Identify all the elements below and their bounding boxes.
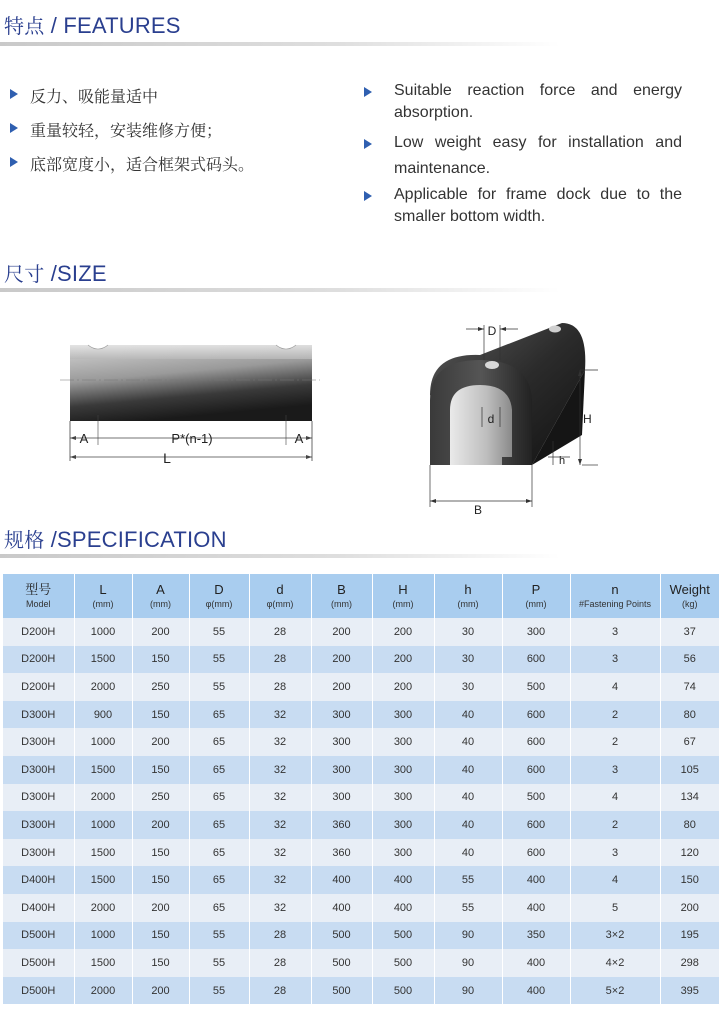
table-cell: 3	[570, 839, 660, 867]
table-cell: 600	[502, 756, 570, 784]
table-cell: 32	[249, 866, 311, 894]
table-cell: 300	[311, 756, 372, 784]
table-cell: 400	[502, 866, 570, 894]
table-cell: 32	[249, 701, 311, 729]
table-cell: 4	[570, 673, 660, 701]
column-header-unit: Model	[25, 599, 51, 609]
table-cell: 65	[189, 701, 249, 729]
table-cell: D400H	[3, 866, 74, 894]
table-cell: 360	[311, 839, 372, 867]
features-title	[4, 10, 181, 39]
table-cell: 3	[570, 646, 660, 674]
table-cell: 1000	[74, 728, 132, 756]
table-cell: 300	[372, 701, 434, 729]
table-cell: 300	[372, 811, 434, 839]
table-cell: 360	[311, 811, 372, 839]
table-cell: 30	[434, 618, 502, 646]
label-b: B	[473, 503, 483, 517]
table-cell: 40	[434, 811, 502, 839]
column-header-unit: (mm)	[525, 599, 547, 609]
table-cell: 40	[434, 784, 502, 812]
table-cell: 500	[372, 977, 434, 1005]
table-cell: 600	[502, 701, 570, 729]
table-cell: 40	[434, 756, 502, 784]
table-cell: 200	[132, 728, 189, 756]
table-cell: 2000	[74, 673, 132, 701]
table-cell: 55	[434, 866, 502, 894]
table-row	[3, 701, 719, 729]
table-cell: 4	[570, 784, 660, 812]
table-cell: 65	[189, 894, 249, 922]
table-cell: 37	[660, 618, 719, 646]
column-header-unit: φ(mm)	[266, 599, 294, 609]
size-title-en: /SIZE	[50, 261, 107, 286]
table-cell: 55	[189, 618, 249, 646]
table-cell: 195	[660, 922, 719, 950]
column-header	[372, 574, 434, 618]
fender-section-view-drawing	[420, 315, 610, 520]
column-header	[311, 574, 372, 618]
size-title	[4, 258, 107, 287]
features-list-en	[362, 80, 682, 228]
table-cell: 1500	[74, 756, 132, 784]
column-header-label: L	[99, 582, 107, 597]
spec-title	[4, 524, 227, 553]
table-cell: 300	[372, 784, 434, 812]
table-cell: 90	[434, 949, 502, 977]
feature-text: Suitable reaction force and energy absorption.	[394, 82, 682, 121]
feature-text: Low weight easy for installation and maintenance.	[394, 134, 682, 177]
table-cell: 500	[311, 977, 372, 1005]
table-cell: 28	[249, 673, 311, 701]
table-cell: 32	[249, 811, 311, 839]
table-cell: 500	[372, 922, 434, 950]
column-header	[434, 574, 502, 618]
table-cell: 400	[502, 977, 570, 1005]
table-cell: 55	[189, 977, 249, 1005]
table-cell: 1000	[74, 811, 132, 839]
table-cell: 2	[570, 701, 660, 729]
table-cell: 150	[132, 922, 189, 950]
column-header	[132, 574, 189, 618]
table-cell: 150	[132, 839, 189, 867]
column-header	[570, 574, 660, 618]
table-cell: 55	[434, 894, 502, 922]
bullet-triangle-icon	[10, 123, 18, 133]
table-cell: 600	[502, 646, 570, 674]
table-cell: 80	[660, 701, 719, 729]
column-header-unit: (kg)	[682, 599, 698, 609]
table-cell: 200	[660, 894, 719, 922]
table-cell: 3	[570, 618, 660, 646]
spec-title-cn: 规格	[4, 528, 45, 552]
table-cell: 200	[132, 894, 189, 922]
table-cell: 32	[249, 894, 311, 922]
column-header-unit: φ(mm)	[205, 599, 233, 609]
table-cell: 55	[189, 646, 249, 674]
table-cell: 65	[189, 811, 249, 839]
table-cell: 28	[249, 949, 311, 977]
table-cell: 5	[570, 894, 660, 922]
feature-text: 底部宽度小，适合框架式码头。	[30, 155, 255, 174]
spec-divider	[0, 554, 560, 558]
feature-item-cn	[10, 80, 340, 114]
table-cell: D200H	[3, 673, 74, 701]
specification-table	[3, 574, 719, 1004]
table-row	[3, 839, 719, 867]
table-cell: 2000	[74, 784, 132, 812]
table-cell: 150	[132, 949, 189, 977]
table-row	[3, 922, 719, 950]
table-cell: 67	[660, 728, 719, 756]
table-cell: 400	[372, 866, 434, 894]
table-cell: 250	[132, 784, 189, 812]
table-row	[3, 646, 719, 674]
feature-item-en	[362, 184, 682, 228]
size-title-cn: 尺寸	[4, 262, 45, 286]
table-cell: 300	[502, 618, 570, 646]
table-cell: 4×2	[570, 949, 660, 977]
table-cell: 5×2	[570, 977, 660, 1005]
bullet-triangle-icon	[10, 89, 18, 99]
table-cell: 150	[132, 701, 189, 729]
table-cell: D200H	[3, 618, 74, 646]
table-cell: 1500	[74, 839, 132, 867]
table-cell: 500	[372, 949, 434, 977]
table-cell: 200	[311, 646, 372, 674]
table-cell: 250	[132, 673, 189, 701]
table-cell: 55	[189, 949, 249, 977]
table-row	[3, 673, 719, 701]
table-cell: 400	[502, 949, 570, 977]
table-cell: D300H	[3, 811, 74, 839]
table-cell: 32	[249, 784, 311, 812]
table-cell: 90	[434, 977, 502, 1005]
feature-item-cn	[10, 114, 340, 148]
table-cell: 74	[660, 673, 719, 701]
table-cell: 1500	[74, 949, 132, 977]
table-cell: 200	[132, 618, 189, 646]
table-cell: 500	[502, 673, 570, 701]
label-h-lower: h	[559, 455, 566, 467]
table-cell: 200	[132, 811, 189, 839]
table-cell: 350	[502, 922, 570, 950]
table-cell: 300	[311, 784, 372, 812]
column-header-label: 型号	[25, 582, 52, 597]
table-cell: 400	[502, 894, 570, 922]
table-row	[3, 784, 719, 812]
table-cell: 200	[372, 618, 434, 646]
column-header-label: d	[276, 582, 284, 597]
table-cell: 1500	[74, 866, 132, 894]
column-header-label: n	[611, 582, 619, 597]
table-cell: 395	[660, 977, 719, 1005]
label-d-upper: D	[487, 324, 497, 338]
table-cell: 65	[189, 756, 249, 784]
column-header-label: h	[464, 582, 472, 597]
table-cell: 30	[434, 646, 502, 674]
table-body	[3, 618, 719, 1004]
table-cell: 28	[249, 618, 311, 646]
table-row	[3, 811, 719, 839]
column-header-unit: (mm)	[331, 599, 352, 609]
table-row	[3, 756, 719, 784]
table-cell: 28	[249, 922, 311, 950]
table-cell: 300	[372, 728, 434, 756]
label-d-lower: d	[487, 412, 495, 426]
table-cell: D300H	[3, 839, 74, 867]
table-cell: 2	[570, 811, 660, 839]
table-cell: 2000	[74, 977, 132, 1005]
column-header-label: P	[531, 582, 541, 597]
column-header	[3, 574, 74, 618]
table-cell: D300H	[3, 701, 74, 729]
fender-side-view-drawing	[55, 335, 325, 470]
column-header-unit: (mm)	[392, 599, 414, 609]
table-cell: 4	[570, 866, 660, 894]
table-row	[3, 894, 719, 922]
table-cell: 150	[132, 646, 189, 674]
table-cell: 200	[132, 977, 189, 1005]
size-divider	[0, 288, 560, 292]
bullet-triangle-icon	[364, 191, 372, 201]
table-cell: 65	[189, 784, 249, 812]
table-cell: 400	[311, 894, 372, 922]
table-cell: 300	[311, 701, 372, 729]
table-cell: 65	[189, 866, 249, 894]
features-title-cn: 特点	[4, 14, 45, 38]
column-header	[189, 574, 249, 618]
fender-top-face	[70, 345, 312, 359]
table-cell: 200	[372, 646, 434, 674]
table-cell: 40	[434, 839, 502, 867]
column-header-label: A	[156, 582, 165, 597]
fender-inner-bore	[450, 385, 512, 465]
table-cell: 1500	[74, 646, 132, 674]
table-cell: 600	[502, 811, 570, 839]
table-cell: 2	[570, 728, 660, 756]
table-cell: 65	[189, 839, 249, 867]
table-cell: 600	[502, 839, 570, 867]
table-row	[3, 866, 719, 894]
table-cell: D300H	[3, 784, 74, 812]
label-h-upper: H	[583, 412, 592, 426]
column-header	[249, 574, 311, 618]
table-cell: 30	[434, 673, 502, 701]
label-a-left: A	[79, 431, 89, 446]
table-cell: 80	[660, 811, 719, 839]
label-l: L	[163, 450, 171, 466]
table-cell: 298	[660, 949, 719, 977]
table-row	[3, 728, 719, 756]
column-header-label: H	[398, 582, 408, 597]
feature-item-cn	[10, 148, 340, 182]
table-cell: 200	[372, 673, 434, 701]
table-cell: D400H	[3, 894, 74, 922]
table-cell: D200H	[3, 646, 74, 674]
table-cell: 500	[311, 949, 372, 977]
table-cell: 65	[189, 728, 249, 756]
table-cell: D500H	[3, 949, 74, 977]
feature-text: 反力、吸能量适中	[30, 87, 159, 106]
table-cell: 200	[311, 618, 372, 646]
table-cell: 500	[502, 784, 570, 812]
table-cell: D300H	[3, 756, 74, 784]
table-cell: 1000	[74, 618, 132, 646]
features-divider	[0, 42, 560, 46]
table-cell: 3	[570, 756, 660, 784]
table-cell: 2000	[74, 894, 132, 922]
column-header-unit: (mm)	[92, 599, 114, 609]
table-cell: 150	[132, 756, 189, 784]
table-header-row	[3, 574, 719, 618]
table-cell: 300	[372, 756, 434, 784]
column-header-unit: #Fastening Points	[578, 599, 652, 609]
column-header	[660, 574, 719, 618]
table-cell: 120	[660, 839, 719, 867]
table-row	[3, 618, 719, 646]
table-cell: 400	[311, 866, 372, 894]
table-row	[3, 977, 719, 1005]
table-cell: 400	[372, 894, 434, 922]
spec-title-en: /SPECIFICATION	[50, 527, 227, 552]
feature-item-en	[362, 80, 682, 124]
table-cell: 32	[249, 756, 311, 784]
table-cell: D300H	[3, 728, 74, 756]
table-cell: 28	[249, 977, 311, 1005]
bullet-triangle-icon	[10, 157, 18, 167]
table-cell: 600	[502, 728, 570, 756]
table-cell: 300	[372, 839, 434, 867]
table-cell: 3×2	[570, 922, 660, 950]
table-cell: 55	[189, 922, 249, 950]
bullet-triangle-icon	[364, 87, 372, 97]
table-cell: 150	[660, 866, 719, 894]
table-cell: 55	[189, 673, 249, 701]
column-header-label: B	[337, 582, 346, 597]
column-header	[502, 574, 570, 618]
table-cell: 900	[74, 701, 132, 729]
bolt-hole-front	[485, 361, 499, 369]
features-list-cn	[10, 80, 340, 182]
table-cell: 1000	[74, 922, 132, 950]
table-cell: 134	[660, 784, 719, 812]
label-a-right: A	[294, 431, 304, 446]
table-cell: 32	[249, 839, 311, 867]
bullet-triangle-icon	[364, 139, 372, 149]
column-header-unit: (mm)	[150, 599, 171, 609]
table-cell: D500H	[3, 977, 74, 1005]
table-cell: 40	[434, 701, 502, 729]
feature-text: Applicable for frame dock due to the smaller bottom width.	[394, 186, 682, 225]
table-cell: 150	[132, 866, 189, 894]
column-header-unit: (mm)	[457, 599, 479, 609]
table-cell: 200	[311, 673, 372, 701]
table-cell: 32	[249, 728, 311, 756]
features-title-en: / FEATURES	[50, 13, 181, 38]
table-cell: 300	[311, 728, 372, 756]
table-cell: 56	[660, 646, 719, 674]
feature-item-en	[362, 130, 682, 182]
column-header-label: D	[214, 582, 224, 597]
table-cell: 105	[660, 756, 719, 784]
table-cell: 40	[434, 728, 502, 756]
table-cell: D500H	[3, 922, 74, 950]
table-cell: 500	[311, 922, 372, 950]
table-cell: 28	[249, 646, 311, 674]
feature-text: 重量较轻，安装维修方便；	[30, 121, 223, 140]
column-header-label: Weight	[669, 582, 710, 597]
bolt-hole-top	[549, 326, 561, 333]
table-cell: 90	[434, 922, 502, 950]
table-row	[3, 949, 719, 977]
label-p: P*(n-1)	[171, 431, 213, 446]
column-header	[74, 574, 132, 618]
